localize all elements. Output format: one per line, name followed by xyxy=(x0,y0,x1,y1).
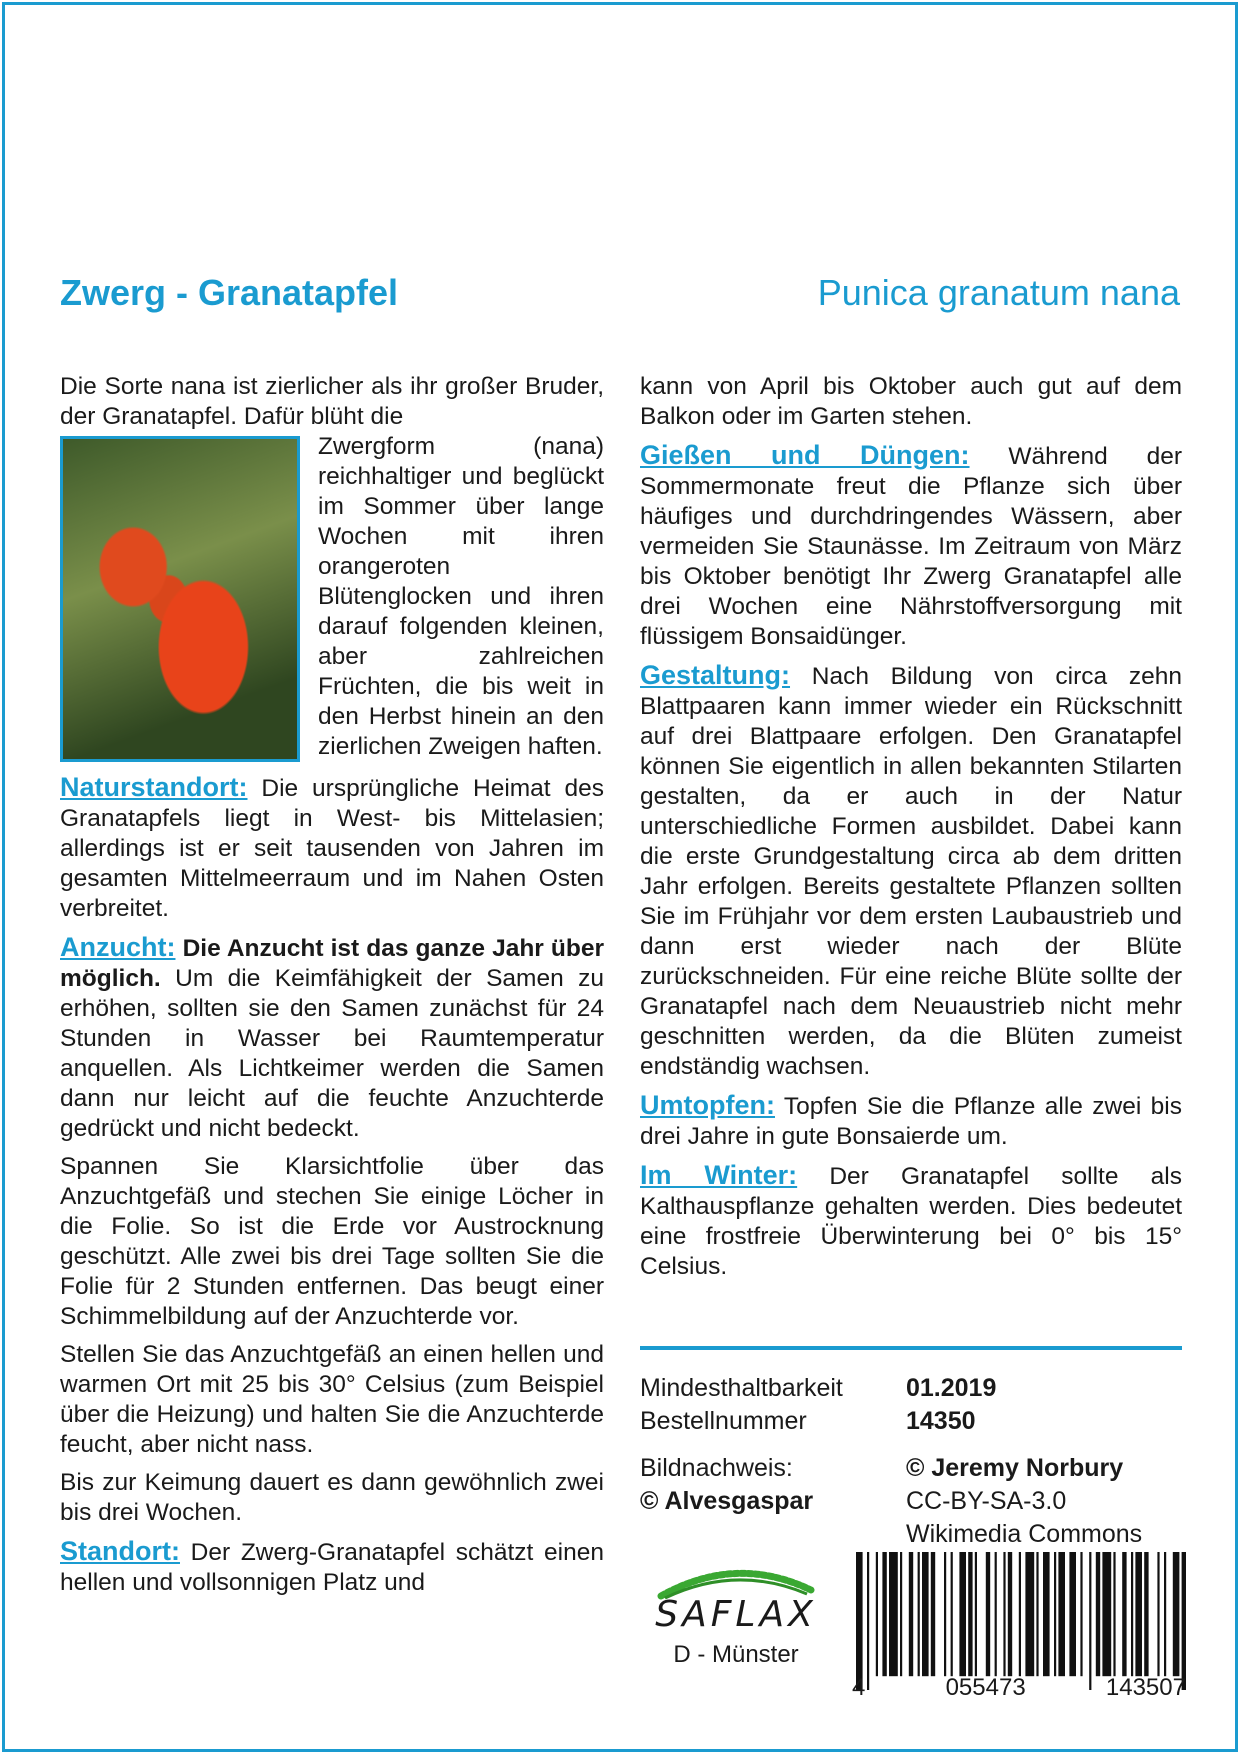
barcode-bar xyxy=(1144,1552,1148,1676)
umtopfen-paragraph xyxy=(640,1090,1182,1152)
anzucht-paragraph xyxy=(60,932,604,1144)
barcode-bar xyxy=(1043,1552,1050,1676)
barcode-bar xyxy=(944,1552,946,1676)
gestaltung-paragraph xyxy=(640,660,1182,1082)
barcode-bar xyxy=(951,1552,953,1676)
barcode-bar xyxy=(1080,1552,1082,1676)
order-row xyxy=(640,1405,976,1438)
gestaltung-text: Nach Bildung von circa zehn Blattpaaren kann immer wieder ein Rückschnitt auf drei Blattpaare erfolgen. Den Granatapfel können Sie eigentlich in allen bekannten Stilarten gestalten, da er auch in der Natur unterschiedliche Formen ausbildet. Dabei kann die erste Grundgestaltung circa ab dem dritten Jahr erfolgen. Bereits gestaltete Pflanzen sollten Sie im Frühjahr vor dem ersten Laubaustrieb und dann erst wieder nach der Blüte zurückschneiden. Für eine reiche Blüte sollte der Granatapfel nach dem Neuaustrieb nicht mehr geschnitten werden, da die Blüten zumeist endständig wachsen. xyxy=(640,663,1182,1080)
order-label: Bestellnummer xyxy=(640,1407,807,1435)
left-column xyxy=(60,372,604,1606)
intro-top: Die Sorte nana ist zierlicher als ihr großer Bruder, der Granatapfel. Dafür blüht die xyxy=(60,373,604,430)
naturstandort-text: Die ursprüngliche Heimat des Granatapfels liegt in West- bis Mittelasien; allerdings ist er seit tausenden von Jahren im gesamten Mittelmeerraum und im Nahen Osten verbreitet. xyxy=(60,775,604,922)
barcode-bar xyxy=(909,1552,913,1676)
ean-barcode xyxy=(856,1552,1186,1690)
credit-2-name: © Alvesgaspar xyxy=(640,1487,814,1515)
folie-paragraph: Spannen Sie Klarsichtfolie über das Anzuchtgefäß und stechen Sie einige Löcher in die Folie. So ist die Erde vor Austrocknung geschützt. Alle zwei bis drei Tage sollten Sie die Folie für 2 Stunden entfernen. Das beugt einer Schimmelbildung auf der Anzuchterde vor. xyxy=(60,1153,604,1330)
standort-text: Der Zwerg-Granatapfel schätzt einen hellen und vollsonnigen Platz und xyxy=(60,1539,604,1596)
barcode-bar xyxy=(1058,1552,1065,1676)
barcode-bar xyxy=(1113,1552,1115,1676)
barcode-bar xyxy=(876,1552,878,1676)
order-value: 14350 xyxy=(906,1407,976,1435)
naturstandort-heading: Naturstandort: xyxy=(60,772,248,802)
keimung-paragraph: Bis zur Keimung dauert es dann gewöhnlich zwei bis drei Wochen. xyxy=(60,1469,604,1526)
barcode-bar xyxy=(986,1552,990,1676)
barcode-bar xyxy=(867,1552,869,1690)
barcode-bar xyxy=(1096,1552,1100,1676)
barcode-bar xyxy=(1102,1552,1111,1676)
barcode-digits xyxy=(852,1674,1186,1702)
barcode-bar xyxy=(1135,1552,1142,1676)
barcode-bar xyxy=(882,1552,886,1676)
winter-paragraph xyxy=(640,1160,1182,1282)
barcode-bar xyxy=(1089,1552,1091,1690)
credit-row-2 xyxy=(640,1485,1067,1518)
credit-source: Wikimedia Commons xyxy=(906,1520,1143,1548)
winter-text: Der Granatapfel sollte als Kalthauspflanze gehalten werden. Dies bedeutet eine frostfreie Überwinterung bei 0° bis 15° Celsius. xyxy=(640,1163,1182,1280)
barcode-bar xyxy=(856,1552,863,1690)
ort-paragraph: Stellen Sie das Anzuchtgefäß an einen hellen und warmen Ort mit 25 bis 30° Celsius (zum Beispiel über die Heizung) und halten Sie die Anzuchterde feucht, aber nicht nass. xyxy=(60,1341,604,1458)
barcode-bar xyxy=(1025,1552,1034,1676)
barcode-bar xyxy=(1036,1552,1038,1676)
barcode-bar xyxy=(968,1552,972,1676)
barcode-digits-right: 143507 xyxy=(1105,1674,1186,1701)
giessen-text: Während der Sommermonate freut die Pflanze sich über häufiges und durchdringendes Wässern, aber vermeiden Sie Staunässe. Im Zeitraum von März bis Oktober benötigt Ihr Zwerg Granatapfel alle drei Wochen eine Nährstoffversorgung mit flüssigem Bonsaidünger. xyxy=(640,443,1183,650)
umtopfen-text: Topfen Sie die Pflanze alle zwei bis drei Jahre in gute Bonsaierde um. xyxy=(640,1093,1182,1150)
giessen-paragraph xyxy=(640,440,1182,652)
barcode-bar xyxy=(922,1552,929,1676)
pomegranate-flower-photo xyxy=(60,436,300,762)
barcode-bar xyxy=(1182,1552,1186,1690)
barcode-digits-left: 055473 xyxy=(945,1674,1026,1701)
barcode-bar xyxy=(931,1552,935,1676)
anzucht-heading: Anzucht: xyxy=(60,932,176,962)
mhd-row xyxy=(640,1372,997,1405)
barcode-bar xyxy=(975,1552,977,1676)
giessen-heading: Gießen und Düngen: xyxy=(640,440,970,470)
product-title: Zwerg - Granatapfel xyxy=(60,272,399,313)
barcode-bar xyxy=(1164,1552,1166,1676)
standort-continued: kann von April bis Oktober auch gut auf dem Balkon oder im Garten stehen. xyxy=(640,373,1182,430)
barcode-bar xyxy=(1122,1552,1126,1676)
barcode-bar xyxy=(889,1552,898,1676)
barcode-bar xyxy=(995,1552,997,1676)
barcode-bar xyxy=(1157,1552,1159,1676)
latin-name: Punica granatum nana xyxy=(817,272,1180,313)
divider-rule xyxy=(640,1346,1182,1350)
gestaltung-heading: Gestaltung: xyxy=(640,660,791,690)
barcode-bar xyxy=(1173,1552,1180,1676)
barcode-digit-first: 4 xyxy=(852,1674,866,1701)
standort-heading: Standort: xyxy=(60,1536,180,1566)
umtopfen-heading: Umtopfen: xyxy=(640,1090,775,1120)
naturstandort-paragraph xyxy=(60,772,604,924)
winter-heading: Im Winter: xyxy=(640,1160,798,1190)
barcode-bar xyxy=(1019,1552,1021,1676)
saflax-logo xyxy=(640,1560,832,1669)
logo-name: SAFLAX xyxy=(655,1594,817,1635)
credit-label: Bildnachweis: xyxy=(640,1454,793,1482)
barcode-bar xyxy=(1054,1552,1056,1676)
barcode-bar xyxy=(918,1552,920,1676)
credit-row-1 xyxy=(640,1452,1124,1485)
barcode-bar xyxy=(1131,1552,1133,1676)
anzucht-bold: Die Anzucht ist das ganze Jahr über möglich. xyxy=(60,935,604,992)
credit-license: CC-BY-SA-3.0 xyxy=(906,1487,1067,1515)
barcode-bar xyxy=(959,1552,966,1676)
mhd-label: Mindesthaltbarkeit xyxy=(640,1374,843,1402)
barcode-bar xyxy=(900,1552,902,1676)
anzucht-text: Um die Keimfähigkeit der Samen zu erhöhen, sollten sie den Samen zunächst für 24 Stunden in Wasser bei Raumtemperatur anquellen. Als Lichtkeimer werden die Samen dann nur leicht auf die feuchte Anzuchterde gedrückt und nicht bedeckt. xyxy=(60,965,604,1142)
barcode-bar xyxy=(1069,1552,1076,1676)
barcode-bar xyxy=(1003,1552,1005,1676)
barcode-bar xyxy=(1008,1552,1012,1676)
mhd-value: 01.2019 xyxy=(906,1374,997,1402)
standort-paragraph xyxy=(60,1536,604,1598)
intro-wrap: Zwergform (nana) reichhaltiger und beglückt im Sommer über lange Wochen mit ihren orangeroten Blütenglocken und ihren darauf folgenden kleinen, aber zahlreichen Früchten, die bis weit in den Herbst hinein an den zierlichen Zweigen haften. xyxy=(318,433,604,760)
right-column xyxy=(640,372,1182,1290)
credit-1: © Jeremy Norbury xyxy=(906,1454,1124,1482)
logo-location: D - Münster xyxy=(673,1641,799,1668)
